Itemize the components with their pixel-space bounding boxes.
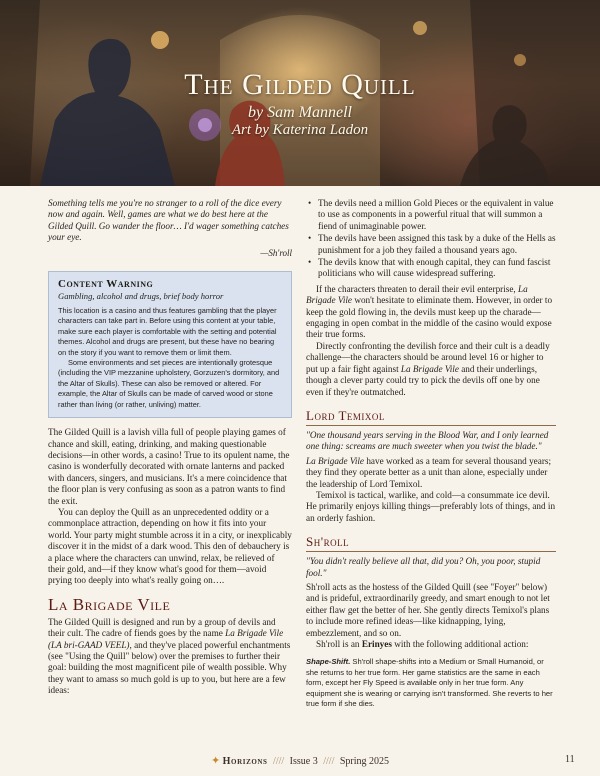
right-body-p1: If the characters threaten to derail their evil enterprise, La Brigade Vile won't hesitate to eliminate them. However, in order to keep the gold flowing in, the devils must keep up the charade—engaging in open combat in the middle of the casino would expose their true forms.: [306, 283, 553, 340]
art-credit: Art by Katerina Ladon: [231, 122, 369, 138]
left-column: [48, 198, 292, 697]
temixol-p1: La Brigade Vile have worked as a team for several thousand years; they find they operate better as a unit than alone, especially under the leadership of Lord Temixol.: [306, 455, 552, 489]
footer-separator: ////: [323, 756, 335, 767]
content-warning-subtitle: Gambling, alcohol and drugs, brief body horror: [58, 291, 224, 302]
shape-shift-ability: Shape-Shift. Sh'roll shape-shifts into a Medium or Small Humanoid, or she returns to her true form. Her game statistics are the same in each form, except her Fly Speed is available only in her true form. Any equipment she is wearing or carrying isn't transformed. She reverts to her true form if she dies.: [306, 657, 553, 709]
ideas-list: [306, 198, 556, 280]
issue-date: Spring 2025: [339, 756, 390, 767]
author-byline: by Sam Mannell: [248, 104, 352, 121]
intro-quote: Something tells me you're no stranger to a roll of the dice every now and again. Well, games are what we do best here at the Gilded Quill. Go wander the floor… I'd wager something catches your eye.: [48, 198, 289, 243]
page-number: 11: [565, 754, 575, 765]
right-column: [306, 198, 556, 710]
right-body-p2: Directly confronting the devilish force and their cult is a deadly challenge—the characters should be around level 16 or higher to put up a fair fight against La Brigade Vile and their underlings, though a clever party could try to pick the devils off one by one even if they're outmatched.: [306, 340, 550, 397]
temixol-p2: Temixol is tactical, warlike, and cold—a consummate ice devil. He primarily enjoys killing things—preferably lots of things, and in an orderly fashion.: [306, 489, 556, 523]
list-item: • The devils have been assigned this task by a duke of the Hells as punishment for a job they failed a thousand years ago.: [306, 233, 556, 256]
shroll-p1: Sh'roll acts as the hostess of the Gilded Quill (see "Foyer" below) and is prideful, extraordinarily greedy, and smart enough to not let either flaw get the better of her. She gently directs Temixol's plans to include more refined ideas—like kidnapping, lying, embezzlement, and so on.: [306, 581, 550, 638]
intro-attribution: —Sh'roll: [260, 247, 292, 258]
heading-shroll: Sh'roll: [306, 534, 556, 552]
shroll-p2: Sh'roll is an Erinyes with the following additional action:: [316, 639, 529, 649]
compass-star-icon: ✦: [210, 755, 221, 767]
content-warning-box: [48, 271, 292, 418]
content-warning-p2: Some environments and set pieces are intentionally grotesque (including the VIP mezzanine upholstery, Gorzuzen's dormitory, and the Altar of Skulls). These can also be removed or altered. For example, the Altar of Skulls can be made of carved wood or stone rather than living (or rather, unliving) matter.: [58, 358, 280, 409]
heading-lord-temixol: Lord Temixol: [306, 408, 556, 426]
heading-la-brigade-vile: La Brigade Vile: [48, 594, 171, 614]
brigade-p1: The Gilded Quill is designed and run by a group of devils and their cult. The cadre of fiends goes by the name La Brigade Vile (LA bri-GAAD VEEL), and they've placed powerful enchantments (see "Using the Quill" below) over the premises to further their goal: building the most magnificent pile of wealth possible. Why they want to amass so much gold is up to you, but here are a few ideas:: [48, 616, 291, 696]
footer-separator: ////: [273, 756, 285, 767]
magazine-brand: Horizons: [222, 756, 268, 767]
issue-number: Issue 3: [289, 756, 318, 767]
list-item: • The devils know that with enough capital, they can fund fascist politicians who will cause widespread suffering.: [306, 257, 556, 280]
shroll-quote: "You didn't really believe all that, did you? Oh, you poor, stupid fool.": [306, 556, 541, 578]
page-footer: [0, 754, 600, 767]
content-warning-p1: This location is a casino and thus features gambling that the player characters can take part in. Before using this content at your table, make sure each player is comfortable with the setting and potential themes. Alcohol and drugs are present, but these have no bearing on the story if you want to remove them or limit them.: [58, 306, 277, 357]
brigade-name: La Brigade Vile (LA bri-GAAD VEEL): [48, 628, 284, 650]
content-warning-title: Content Warning: [58, 278, 154, 291]
list-item: • The devils need a million Gold Pieces or the equivalent in value to use as components in a powerful ritual that will summon a fiend of unimaginable power.: [306, 198, 556, 232]
hero-illustration: [0, 0, 600, 186]
page-title: The Gilded Quill: [184, 68, 416, 101]
left-body-p2: You can deploy the Quill as an unprecedented oddity or a commonplace attraction, depending on how it fits into your world. Your party might stumble across it in a city, or inexplicably discover it in the midst of a dark wood. This den of debauchery is a place where the characters can unwind, relax, be relieved of their gold, and—if they know what's good for them—avoid prying too deeply into what's really going on….: [48, 506, 292, 586]
temixol-quote: "One thousand years serving in the Blood War, and I only learned one thing: screams are much sweeter when you twist the blade.": [306, 429, 549, 452]
left-body-p1: The Gilded Quill is a lavish villa full of people playing games of chance and skill, eating, drinking, and making questionable decisions—in other words, a casino! True to its opulent name, the casino is wonderfully decorated with ornate lanterns and packed with dancers, singers, and musicians. It's a mere coincidence that the floor plan is very confusing as soon as a patron wants to find the exit.: [48, 427, 290, 506]
